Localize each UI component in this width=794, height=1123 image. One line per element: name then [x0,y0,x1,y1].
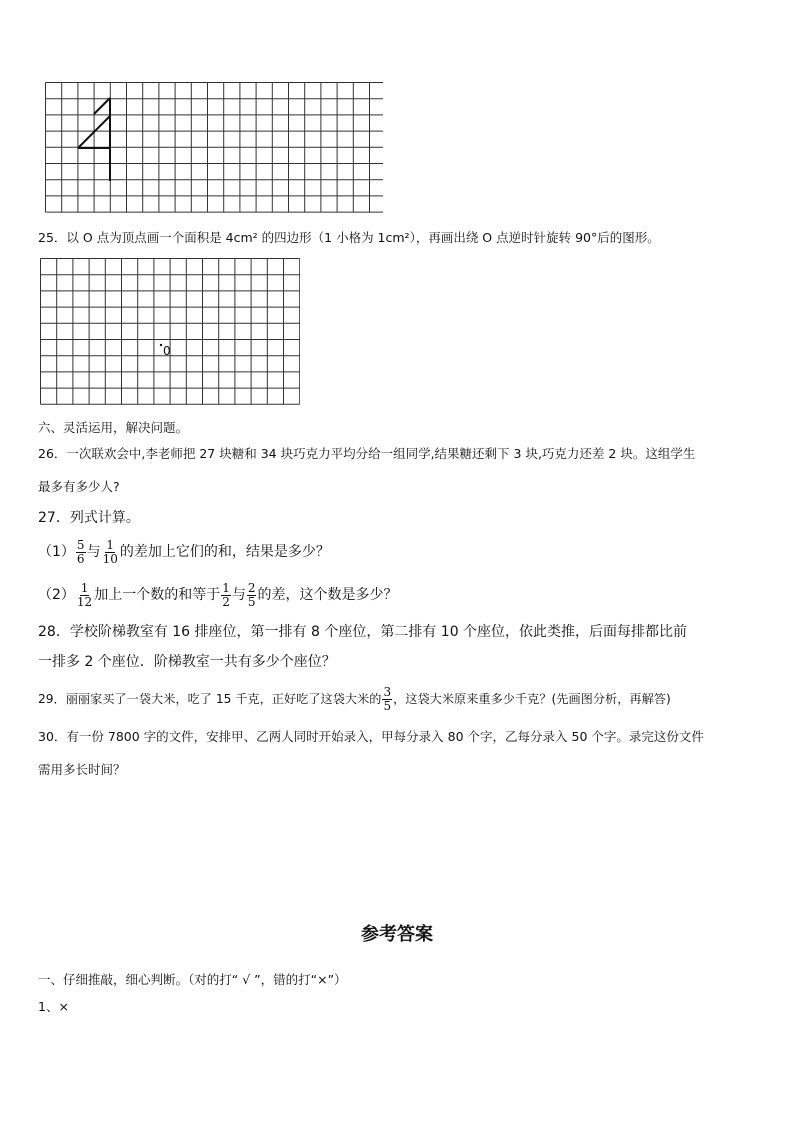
point-o-label: 0 [163,344,171,358]
question-28-line2: 一排多 2 个座位．阶梯教室一共有多少个座位？ [38,654,336,670]
point-o [160,344,162,346]
section-6-title: 六、灵活运用，解决问题。 [38,420,189,435]
question-27-part2: （2） $\frac{1}{12}$ 加上一个数的和等于 $\frac{1}{2}$ 与 $\frac{2}{5}$ 的差，这个数是多少？ [38,580,398,609]
fraction: $\frac{5}{6}$ [76,537,85,566]
fraction: $\frac{3}{5}$ [383,685,392,713]
answers-title: 参考答案 [361,924,433,945]
question-26-line2: 最多有多少人? [38,479,120,494]
question-28-line1: 28．学校阶梯教室有 16 排座位，第一排有 8 个座位，第二排有 10 个座位，依此类推，后面每排都比前 [38,624,688,640]
grid-figure-1 [45,82,383,214]
question-26-line1: 26．一次联欢会中,李老师把 27 块糖和 34 块巧克力平均分给一组同学,结果糖还剩下 3 块,巧克力还差 2 块。这组学生 [38,446,696,461]
fraction: $\frac{2}{5}$ [247,580,256,609]
question-30-line2: 需用多长时间？ [38,762,126,777]
question-29: 29．丽丽家买了一袋大米，吃了 15 千克，正好吃了这袋大米的 $\frac{3}{5}$ ，这袋大米原来重多少千克？(先画图分析，再解答) [38,685,671,713]
question-27-title: 27．列式计算。 [38,510,140,526]
question-27-part1: （1） $\frac{5}{6}$ 与 $\frac{1}{10}$ 的差加上它们的和，结果是多少？ [38,537,330,566]
fraction: $\frac{1}{12}$ [76,580,93,609]
grid-question-25 [40,258,300,414]
answer-item-1: 1、× [38,999,69,1014]
fraction: $\frac{1}{10}$ [102,537,118,566]
answers-section-1: 一、仔细推敲，细心判断。（对的打“ √ ”，错的打“×”） [38,972,347,987]
question-30-line1: 30．有一份 7800 字的文件，安排甲、乙两人同时开始录入，甲每分录入 80 个字，乙每分录入 50 个字。录完这份文件 [38,729,704,744]
question-25: 25．以 O 点为顶点画一个面积是 4cm² 的四边形（1 小格为 1cm²），再画出绕 O 点逆时针旋转 90°后的图形。 [38,230,660,245]
fraction: $\frac{1}{2}$ [222,580,230,609]
